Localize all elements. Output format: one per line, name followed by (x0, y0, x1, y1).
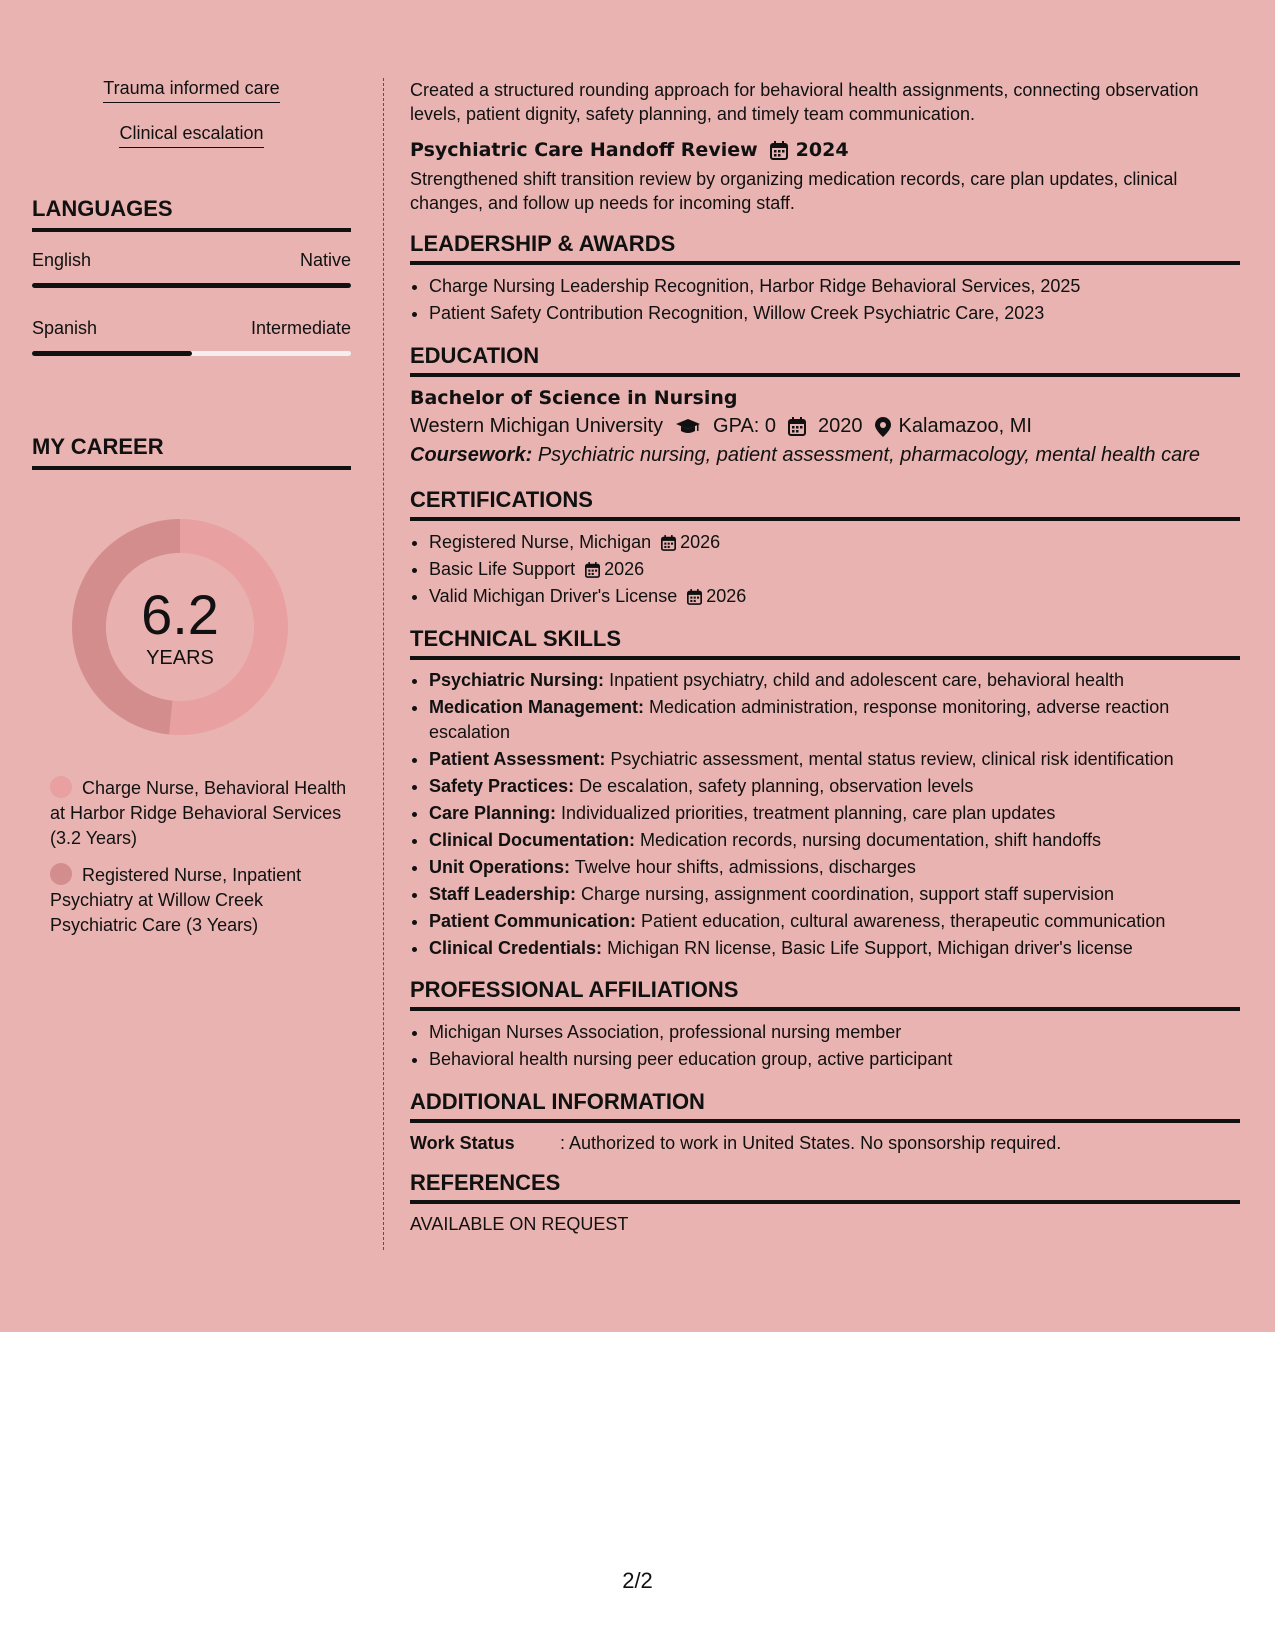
skill-item (429, 936, 1240, 961)
skill-label: Safety Practices: (429, 776, 575, 796)
calendar-icon (770, 141, 788, 160)
certifications-heading: CERTIFICATIONS (410, 487, 1240, 521)
career-legend-dot (50, 863, 72, 885)
sidebar (32, 78, 351, 938)
certification-item (429, 556, 1240, 583)
career-legend-item (32, 863, 351, 938)
skill-text: Medication records, nursing documentation, shift handoffs (640, 830, 1101, 850)
skill-text: Patient education, cultural awareness, therapeutic communication (641, 911, 1166, 931)
work-status-label: Work Status (410, 1133, 515, 1153)
page-number: 2/2 (622, 1568, 653, 1593)
skill-text: Michigan RN license, Basic Life Support, Michigan driver's license (607, 938, 1133, 958)
language-item (32, 318, 351, 356)
language-proficiency-fill (32, 351, 192, 356)
education-heading: EDUCATION (410, 343, 1240, 377)
skill-item (429, 801, 1240, 826)
skill-item (429, 855, 1240, 880)
career-donut-chart (67, 514, 293, 740)
leadership-heading: LEADERSHIP & AWARDS (410, 231, 1240, 265)
school-name: Western Michigan University (410, 415, 664, 437)
career-total-unit: YEARS (146, 646, 214, 669)
coursework-text: Psychiatric nursing, patient assessment, pharmacology, mental health care (537, 444, 1200, 466)
language-proficiency-bar (32, 351, 351, 356)
certification-year: 2026 (680, 532, 721, 552)
affiliations-heading: PROFESSIONAL AFFILIATIONS (410, 977, 1240, 1011)
calendar-icon (661, 535, 676, 551)
skill-label: Clinical Credentials: (429, 938, 603, 958)
skill-text: Medication administration, response monitoring, adverse reaction escalation (429, 697, 1170, 742)
skill-label: Patient Communication: (429, 911, 637, 931)
language-name: Spanish (32, 318, 98, 338)
work-status-value: : Authorized to work in United States. No sponsorship required. (560, 1133, 1062, 1153)
technical-skills-list (410, 668, 1240, 961)
certification-item (429, 529, 1240, 556)
calendar-icon (585, 562, 600, 578)
skill-item (429, 747, 1240, 772)
skill-label: Psychiatric Nursing: (429, 670, 605, 690)
skill-text: Inpatient psychiatry, child and adolescent care, behavioral health (609, 670, 1125, 690)
technical-skills-heading: TECHNICAL SKILLS (410, 626, 1240, 660)
skill-item (429, 909, 1240, 934)
skill-label: Patient Assessment: (429, 749, 606, 769)
languages-heading: LANGUAGES (32, 196, 351, 232)
certification-year: 2026 (706, 586, 747, 606)
language-proficiency-bar (32, 283, 351, 288)
affiliation-item: • Behavioral health nursing peer education group, active participant (429, 1046, 1240, 1073)
language-level: Intermediate (250, 318, 351, 338)
education-meta-row (410, 415, 1240, 438)
school-location: Kalamazoo, MI (898, 415, 1032, 437)
location-pin-icon (875, 417, 891, 437)
project-description: Strengthened shift transition review by organizing medication records, care plan updates, clinical changes, and follow up needs for incoming staff. (410, 169, 1178, 213)
additional-info-heading: ADDITIONAL INFORMATION (410, 1089, 1240, 1123)
skill-label: Staff Leadership: (429, 884, 577, 904)
degree-title: Bachelor of Science in Nursing (410, 387, 738, 409)
main-content (410, 78, 1240, 1235)
skill-text: Twelve hour shifts, admissions, discharges (574, 857, 916, 877)
skill-tag (32, 78, 351, 103)
leadership-list (410, 273, 1240, 327)
skill-label: Unit Operations: (429, 857, 571, 877)
column-divider (383, 78, 384, 1250)
project-title: Psychiatric Care Handoff Review (410, 139, 758, 161)
certification-year: 2026 (604, 559, 645, 579)
skill-label: Care Planning: (429, 803, 557, 823)
career-legend-item (32, 776, 351, 851)
work-status-row (410, 1133, 1240, 1154)
skill-item (429, 695, 1240, 745)
certification-name: Basic Life Support (429, 559, 576, 579)
certification-item (429, 583, 1240, 610)
skill-item (429, 774, 1240, 799)
career-legend-dot (50, 776, 72, 798)
references-heading: REFERENCES (410, 1170, 1240, 1204)
career-legend-label: Charge Nurse, Behavioral Health at Harbor Ridge Behavioral Services (3.2 Years) (50, 778, 347, 848)
graduation-year: 2020 (818, 415, 863, 437)
certifications-list (410, 529, 1240, 610)
references-text: AVAILABLE ON REQUEST (410, 1214, 629, 1234)
skill-tag-label: Trauma informed care (103, 78, 279, 103)
skill-label: Clinical Documentation: (429, 830, 636, 850)
skill-text: Psychiatric assessment, mental status review, clinical risk identification (610, 749, 1174, 769)
project-year: 2024 (795, 139, 849, 161)
skill-label: Medication Management: (429, 697, 645, 717)
skill-text: De escalation, safety planning, observation levels (579, 776, 974, 796)
affiliation-item: • Michigan Nurses Association, professional nursing member (429, 1019, 1240, 1046)
skill-tag (32, 123, 351, 148)
language-level: Native (299, 250, 351, 270)
skill-item (429, 828, 1240, 853)
career-donut-center (67, 514, 293, 740)
career-legend-label: Registered Nurse, Inpatient Psychiatry at Willow Creek Psychiatric Care (3 Years) (50, 865, 302, 935)
affiliations-list (410, 1019, 1240, 1073)
skill-item (429, 668, 1240, 693)
career-total-years: 6.2 (141, 582, 219, 646)
leadership-item: • Patient Safety Contribution Recognition, Willow Creek Psychiatric Care, 2023 (429, 300, 1240, 327)
language-proficiency-fill (32, 283, 351, 288)
coursework-row (410, 444, 1240, 467)
leadership-item: • Charge Nursing Leadership Recognition, Harbor Ridge Behavioral Services, 2025 (429, 273, 1240, 300)
language-item (32, 250, 351, 288)
certification-name: Valid Michigan Driver's License (429, 586, 678, 606)
coursework-label: Coursework: (410, 444, 533, 466)
skill-text: Charge nursing, assignment coordination, support staff supervision (581, 884, 1115, 904)
skill-item (429, 882, 1240, 907)
language-name: English (32, 250, 92, 270)
calendar-icon (788, 417, 806, 436)
skill-tag-label: Clinical escalation (119, 123, 263, 148)
career-heading: MY CAREER (32, 434, 351, 470)
calendar-icon (687, 589, 702, 605)
project-title-row (410, 139, 1240, 161)
graduation-cap-icon (675, 418, 701, 436)
skill-text: Individualized priorities, treatment planning, care plan updates (561, 803, 1056, 823)
certification-name: Registered Nurse, Michigan (429, 532, 652, 552)
project-intro-text: Created a structured rounding approach for behavioral health assignments, connecting observation levels, patient dignity, safety planning, and timely team communication. (410, 80, 1199, 124)
gpa: GPA: 0 (713, 415, 777, 437)
